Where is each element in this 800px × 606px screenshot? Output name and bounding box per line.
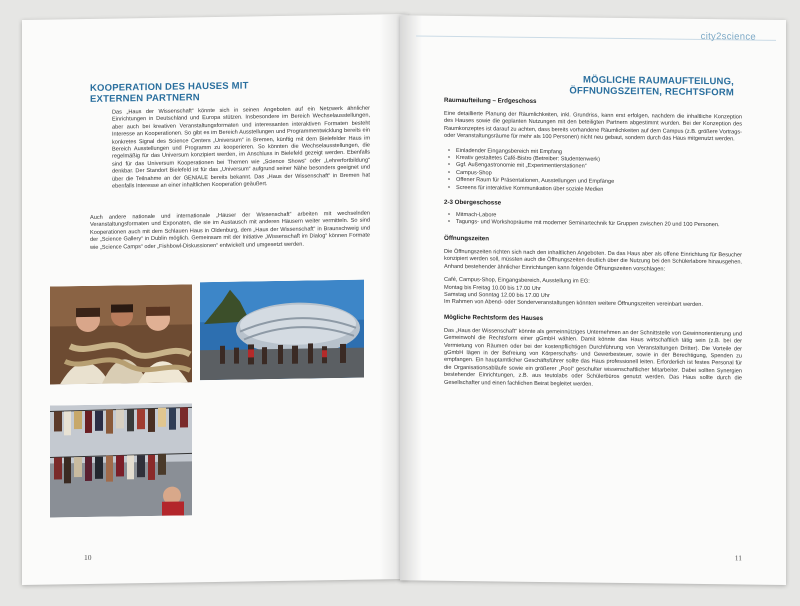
photo-science-center-building	[200, 280, 364, 381]
section-text-ground-floor: Eine detaillierte Planung der Räumlichkeiten, inkl. Grundriss, kann erst erfolgen, nachdem die inhaltliche Konzeption des Hauses sowie die geplanten Nutzungen mit den beteiligten Partnern abgestimmt wurden. Bei der Konzeption des Raumkonzeptes ist darauf zu achten, dass bereits vorhandene Räumlichkeiten auf dem Campus (z.B. größere Vortrags- oder Veranstaltungsräume für mehr als 100 Personen) nicht neu gebaut, sondern durch das Haus mitgenutzt werden.	[444, 110, 742, 143]
section-text-opening-hours: Die Öffnungszeiten richten sich nach den inhaltlichen Angeboten. Da das Haus aber als offene Einrichtung für Besucher konzipiert werden soll, müssten auch die Öffnungszeiten deutlich über die Nutzung bei den Schülerlabore hinausgehen. Anhand bestehender ähnlicher Einrichtungen kann folgende Öffnungszeiten vorschlagen:	[444, 248, 742, 273]
list-item: • Kreativ gestaltetes Café-Bistro (Betreiber: Studentenwerk)	[456, 155, 742, 166]
list-item: • Ggf. Außengastronomie mit „Experimentierstationen“	[456, 162, 742, 173]
photo-children-with-ropes	[50, 284, 192, 384]
list-item: • Campus-Shop	[456, 170, 742, 181]
section-title-legal-form: Mögliche Rechtsform des Hauses	[444, 313, 544, 322]
left-page	[22, 14, 408, 585]
section-title-opening-hours: Öffnungszeiten	[444, 234, 490, 243]
brand-logo: city2science	[700, 30, 756, 43]
opening-hours-schedule: Café, Campus-Shop, Eingangsbereich, Ausstellung im EG: Montag bis Freitag 10.00 bis 17.00 Uhr Samstag und Sonntag 12.00 bis 17.00 Uhr Im Rahmen von Abend- oder Sonderveranstaltungen könnten weitere Öffnungszeiten vereinbart werden.	[444, 276, 703, 309]
section-title-ground-floor: Raumaufteilung – Erdgeschoss	[444, 96, 537, 105]
page-number-left: 10	[84, 552, 92, 563]
list-item: • Offener Raum für Präsentationen, Ausstellungen und Empfänge	[456, 177, 742, 188]
list-item: • Screens für interaktive Kommunikation über soziale Medien	[456, 185, 742, 196]
section-text-legal-form: Das „Haus der Wissenschaft“ könnte als gemeinnütziges Unternehmen an der Schnittstelle von Gewinnorientierung und Gemeinwohl die Rechtsform einer gGmbH wählen. Damit könnte das Haus wirtschaftlich tätig sein (z.B. bei der Vermietung von Räumen oder bei der kostenpflichtigen Durchführung von Veranstaltungen Dritter). Die Vorteile der gGmbH lägen in der Befreiung von Körperschafts- und Gewerbesteuer, sowie in der Berechtigung, Spenden zu empfangen. Ein hauptamtlicher Geschäftsführer sollte das Haus professionell leiten. Erforderlich ist festes Personal für die Organisationsabläufe sowie ein größerer „Pool“ geschulter wissenschaftlicher Mitarbeiter. Dabei sollten Synergien bestehender Einrichtungen, z.B. aus teutolabs oder Schülerbüros genutzt werden. Das Haus sollte durch die Gesellschafter und einen fachlichen Beirat begleitet werden.	[444, 327, 742, 388]
gutter-shadow	[400, 15, 422, 580]
left-paragraph-2: Auch andere nationale und internationale „Häuser der Wissenschaft“ arbeiten mit wechselnden Veranstaltungsformaten und Exponaten, die sie im Austausch mit anderen Häusern weiter vermitteln. So sind Kooperationen auch mit dem Schlauen Haus in Oldenburg, dem „Haus der Wissenschaft“ in Braunschweig und der „Science Gallery“ in Dublin möglich. Gemeinsam mit der Initiative „Wissenschaft im Dialog“ können Formate wie „Science Camps“ oder „Fishbowl-Diskussionen“ entwickelt und umgesetzt werden.	[90, 210, 370, 251]
right-heading: MÖGLICHE RAUMAUFTEILUNG, ÖFFNUNGSZEITEN, RECHTSFORM	[569, 74, 734, 99]
list-item: • Tagungs- und Workshopräume mit moderner Seminartechnik für Gruppen zwischen 20 und 100 Personen.	[456, 219, 742, 230]
upper-floors-list	[444, 212, 742, 230]
photo-hanging-gloves	[50, 403, 192, 517]
ground-floor-list	[444, 147, 742, 195]
right-content	[444, 97, 742, 391]
left-paragraph-1: Das „Haus der Wissenschaft“ könnte sich in seinen Angeboten auf ein Netzwerk ähnlicher Einrichtungen in Deutschland und Europa stützen. Insbesondere im Bereich Wechselausstellungen, aber auch bei kreativen Veranstaltungsformaten und interessanten interaktiven Formaten besteht Interesse an Kooperationen. So gibt es im Bereich Ausstellungen und Programmentwicklung bereits ein konkretes Signal des Science Centers „Universum“ in Bremen, künftig mit dem Bielefelder Haus im Bereich Ausstellungen und Programm zu kooperieren. So könnten die Wechselausstellungen, die regelmäßig für das Universum konzipiert werden, im Anschluss in Bielefeld gezeigt werden. Ebenfalls sind für das Universum Kooperationen bei Themen wie „Science Shows“ oder „Lehrerfortbildung“ denkbar. Der Standort Bielefeld ist für das „Universum“ aufgrund seiner Nähe besonders geeignet und über die Teilnahme an der GENIALE bereits bekannt. Das „Haus der Wissenschaft“ in Bremen hat ebenfalls Interesse an einer inhaltlichen Kooperation geäußert.	[112, 105, 370, 190]
right-page	[400, 15, 786, 585]
list-item: • Einladender Eingangsbereich mit Empfang	[456, 148, 742, 159]
page-number-right: 11	[734, 553, 742, 563]
left-heading: KOOPERATION DES HAUSES MIT EXTERNEN PARTNERN	[90, 80, 249, 105]
section-title-upper-floors: 2-3 Obergeschosse	[444, 198, 502, 207]
list-item: • Mitmach-Labore	[456, 212, 742, 223]
